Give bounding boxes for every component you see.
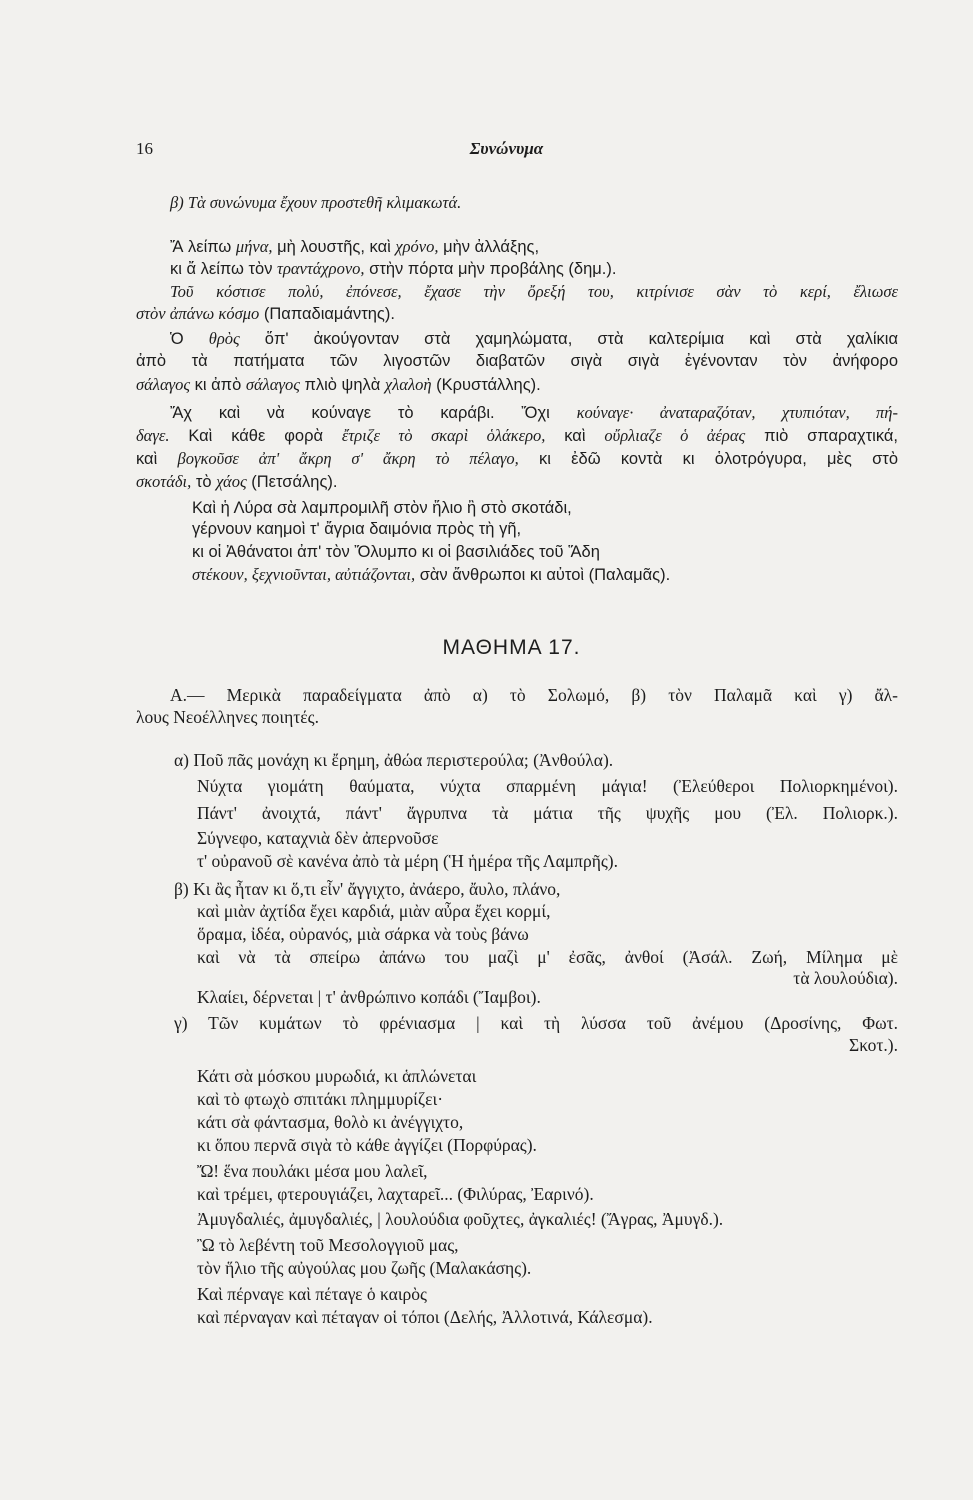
verse-line xyxy=(197,1306,653,1328)
italic-text: στέκουν, ξεχνιοῦνται, αὐτιάζονται, xyxy=(192,565,416,584)
text-segment: κι ἀπὸ xyxy=(190,376,246,394)
lesson-heading: ΜΑΘΗΜΑ 17. xyxy=(442,636,581,659)
text-segment: λους Νεοέλληνες ποιητές. xyxy=(136,707,319,727)
text-line xyxy=(170,281,898,303)
text-segment: α) Ποῦ πᾶς μονάχη κι ἔρημη, ἀθώα περιστερούλα; (Ἀνθούλα). xyxy=(174,750,614,770)
text-segment: καὶ xyxy=(136,450,178,468)
verse-line xyxy=(197,900,551,922)
verse-line xyxy=(197,1160,428,1182)
italic-text: Τοῦ κόστισε πολύ, ἐπόνεσε, ἔχασε τὴν ὄρεξή του, κιτρίνισε σὰν τὸ κερί, ἔλιωσε xyxy=(170,282,898,301)
text-segment: Ὁ xyxy=(170,330,209,348)
section-subheading xyxy=(170,192,461,214)
italic-text: χρόνο, xyxy=(395,237,439,256)
text-segment: Σύγνεφο, καταχνιὰ δὲν ἀπερνοῦσε xyxy=(197,828,439,848)
text-segment: στὴν πόρτα μὴν προβάλης (δημ.). xyxy=(364,260,617,278)
italic-text: χάος xyxy=(216,472,247,491)
text-segment: ὅπ' ἀκούγονταν στὰ χαμηλώματα, στὰ καλτερίμια καὶ στὰ χαλίκια xyxy=(239,330,898,348)
verse-line xyxy=(197,850,618,872)
text-segment: μὴν ἀλλάξης, xyxy=(438,238,540,256)
text-segment: κι ὅπου περνᾶ σιγὰ τὸ κάθε ἀγγίζει (Πορφύρας). xyxy=(197,1135,537,1155)
text-segment: τὰ λουλούδια). xyxy=(793,968,898,988)
text-segment: κι ἄ λείπω τὸν xyxy=(170,260,278,278)
text-segment: Ἀμυγδαλιές, ἀμυγδαλιές, | λουλούδια φοῦχτες, ἀγκαλιές! (Ἄγρας, Ἀμυγδ.). xyxy=(197,1209,724,1229)
text-segment: Α.— Μερικὰ παραδείγματα ἀπὸ α) τὸ Σολωμό, β) τὸν Παλαμᾶ καὶ γ) ἄλ- xyxy=(170,685,898,705)
verse-line xyxy=(192,541,600,563)
text-segment: τ' οὐρανοῦ σὲ κανένα ἀπὸ τὰ μέρη (Ἡ ἡμέρα τῆς Λαμπρῆς). xyxy=(197,851,618,871)
verse-line xyxy=(197,1283,427,1305)
verse-line xyxy=(174,878,560,900)
verse-line xyxy=(197,1234,459,1256)
text-segment: Ὤ! ἕνα πουλάκι μέσα μου λαλεῖ, xyxy=(197,1161,428,1181)
text-segment: β) Κι ἂς ἦταν κι ὅ,τι εἶν' ἄγγιχτο, ἀνάερο, ἄυλο, πλάνο, xyxy=(174,879,561,899)
italic-text: χλαλοὴ xyxy=(384,375,432,394)
verse-line xyxy=(192,497,572,519)
text-segment: καὶ μιὰν ἀχτίδα ἔχει καρδιά, μιὰν αὖρα ἔχει κορμί, xyxy=(197,901,551,921)
text-line xyxy=(136,425,898,447)
verse-line xyxy=(174,1012,898,1034)
verse-line xyxy=(174,749,613,771)
text-segment: καὶ τρέμει, φτερουγιάζει, λαχταρεῖ... (Φιλύρας, Ἐαρινό). xyxy=(197,1184,594,1204)
text-segment: κι οἱ Ἀθάνατοι ἀπ' τὸν Ὄλυμπο κι οἱ βασιλιάδες τοῦ Ἅδη xyxy=(192,543,600,561)
italic-text: δαγε. xyxy=(136,426,170,445)
text-line xyxy=(136,448,898,470)
text-segment: πλιὸ ψηλὰ xyxy=(299,376,385,394)
text-segment: Πάντ' ἀνοιχτά, πάντ' ἄγρυπνα τὰ μάτια τῆς ψυχῆς μου (Ἐλ. Πολιορκ.). xyxy=(197,803,898,823)
verse-line xyxy=(197,827,439,849)
verse-line xyxy=(197,923,529,945)
verse-line xyxy=(192,564,670,586)
text-segment: καὶ xyxy=(545,427,605,445)
text-segment: καὶ πέρναγαν καὶ πέταγαν οἱ τόποι (Δελής, Ἀλλοτινά, Κάλεσμα). xyxy=(197,1307,653,1327)
text-segment: Κάτι σὰ μόσκου μυρωδιά, κι ἁπλώνεται xyxy=(197,1066,477,1086)
text-line xyxy=(136,374,541,396)
text-segment: Ἄ λείπω xyxy=(170,238,236,256)
verse-line xyxy=(197,1065,476,1087)
text-segment: Ὢ τὸ λεβέντη τοῦ Μεσολογγιοῦ μας, xyxy=(197,1235,459,1255)
text-segment: γέρνουν καημοὶ τ' ἄγρια δαιμόνια πρὸς τὴ γῆ, xyxy=(192,520,522,538)
verse-line xyxy=(192,518,521,540)
text-segment: γ) Τῶν κυμάτων τὸ φρένιασμα | καὶ τὴ λύσσα τοῦ ἀνέμου (Δροσίνης, Φωτ. xyxy=(174,1013,898,1033)
italic-text: ἔτριζε τὸ σκαρὶ ὁλάκερο, xyxy=(341,426,546,445)
text-line xyxy=(170,402,898,424)
text-segment: Σκοτ.). xyxy=(849,1035,898,1055)
text-line xyxy=(136,303,395,325)
text-segment: (Κρυστάλλης). xyxy=(431,376,541,394)
verse-line xyxy=(197,1183,594,1205)
text-segment: (Πετσάλης). xyxy=(246,473,338,491)
text-segment: Νύχτα γιομάτη θαύματα, νύχτα σπαρμένη μάγια! (Ἐλεύθεροι Πολιορκημένοι). xyxy=(197,776,898,796)
text-line xyxy=(136,350,898,372)
text-line xyxy=(170,236,539,258)
italic-text: σάλαγος xyxy=(136,375,191,394)
text-segment: Ἄχ καὶ νὰ κούναγε τὸ καράβι. Ὄχι xyxy=(170,404,577,422)
text-segment: Καὶ πέρναγε καὶ πέταγε ὁ καιρὸς xyxy=(197,1284,427,1304)
italic-text: σκοτάδι, xyxy=(136,472,192,491)
italic-text: τραντάχρονο, xyxy=(277,259,365,278)
text-segment: σὰν ἄνθρωποι κι αὐτοὶ (Παλαμᾶς). xyxy=(415,566,671,584)
text-segment: (Παπαδιαμάντης). xyxy=(259,305,395,323)
text-line xyxy=(136,471,338,493)
text-line xyxy=(170,258,616,280)
text-segment: καὶ τὸ φτωχὸ σπιτάκι πλημμυρίζει· xyxy=(197,1089,444,1109)
italic-text: μήνα, xyxy=(235,237,273,256)
italic-text: στὸν ἀπάνω κόσμο xyxy=(136,304,260,323)
text-line xyxy=(136,706,319,728)
verse-line xyxy=(197,946,898,968)
verse-line xyxy=(197,1134,537,1156)
verse-line xyxy=(197,986,541,1008)
text-segment: Καὶ ἡ Λύρα σὰ λαμπρομιλῆ στὸν ἥλιο ἢ στὸ σκοτάδι, xyxy=(192,499,572,517)
verse-line xyxy=(174,1034,898,1056)
text-line xyxy=(170,684,898,706)
running-title: Συνώνυμα xyxy=(469,139,544,158)
text-segment: ἀπὸ τὰ πατήματα τῶν λιγοστῶν διαβατῶν σιγὰ σιγὰ ἐγένονταν τὸν ἀνήφορο xyxy=(136,352,898,370)
italic-text: θρὸς xyxy=(208,329,240,348)
text-segment: Καὶ κάθε φορὰ xyxy=(169,427,342,445)
verse-line xyxy=(197,1088,443,1110)
text-segment: κάτι σὰ φάντασμα, θολὸ κι ἀνέγγιχτο, xyxy=(197,1112,464,1132)
text-segment: μὴ λουστῆς, καὶ xyxy=(272,238,396,256)
page-number: 16 xyxy=(136,139,153,158)
verse-line xyxy=(197,1257,531,1279)
italic-text: βογκοῦσε ἀπ' ἄκρη σ' ἄκρη τὸ πέλαγο, xyxy=(177,449,519,468)
verse-line xyxy=(197,802,898,824)
italic-text: σάλαγος xyxy=(245,375,300,394)
verse-line xyxy=(197,1111,463,1133)
text-segment: καὶ νὰ τὰ σπείρω ἀπάνω του μαζὶ μ' ἐσᾶς, ἀνθοί (Ἀσάλ. Ζωή, Μίλημα μὲ xyxy=(197,947,898,967)
italic-text: οὔρλιαζε ὁ ἀέρας xyxy=(604,426,746,445)
italic-text: β) Τὰ συνώνυμα ἔχουν προστεθῆ κλιμακωτά. xyxy=(170,193,462,212)
text-line xyxy=(170,328,898,350)
text-segment: τὸν ἥλιο τῆς αὐγούλας μου ζωῆς (Μαλακάσης). xyxy=(197,1258,532,1278)
verse-line xyxy=(197,775,898,797)
text-segment: τὸ xyxy=(191,473,217,491)
italic-text: κούναγε· ἀναταραζόταν, χτυπιόταν, πή- xyxy=(576,403,898,422)
text-segment: κι ἐδῶ κοντὰ κι ὁλοτρόγυρα, μὲς στὸ xyxy=(518,450,898,468)
text-segment: Κλαίει, δέρνεται | τ' ἀνθρώπινο κοπάδι (Ἴαμβοι). xyxy=(197,987,541,1007)
text-segment: πιὸ σπαραχτικά, xyxy=(745,427,898,445)
text-segment: ὅραμα, ἰδέα, οὐρανός, μιὰ σάρκα νὰ τοὺς βάνω xyxy=(197,924,529,944)
verse-line xyxy=(197,1208,723,1230)
